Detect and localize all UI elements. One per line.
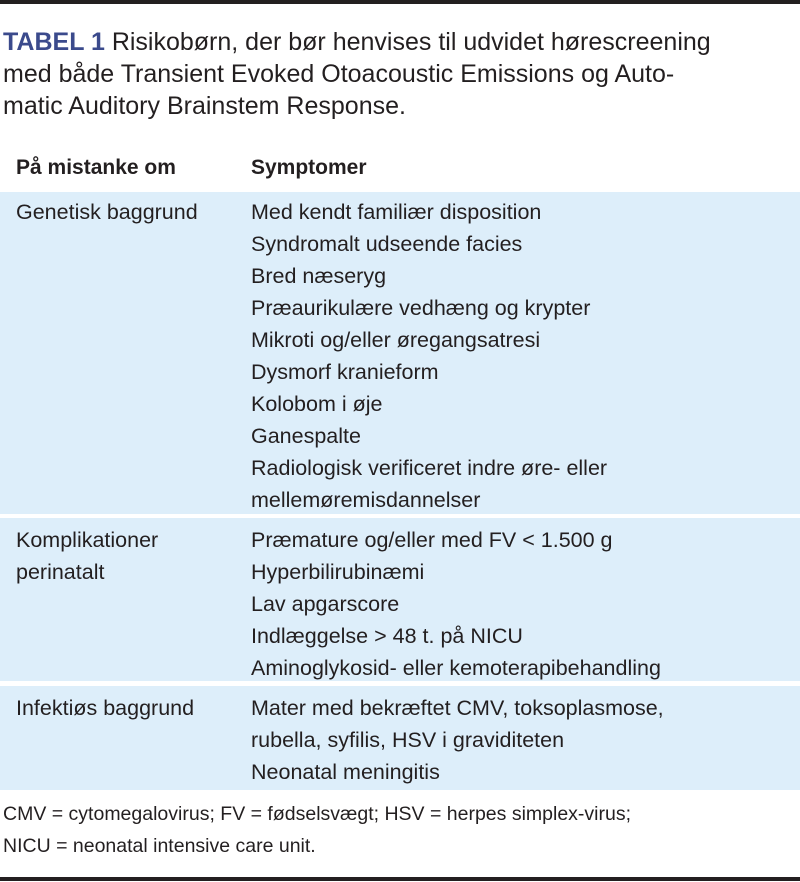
category-line: Komplikationer — [16, 528, 159, 552]
category-cell — [16, 692, 194, 724]
symptom-item: Med kendt familiær disposition — [251, 200, 542, 224]
symptoms-cell — [251, 524, 780, 684]
caption-line: matic Auditory Brainstem Response. — [3, 92, 406, 120]
symptom-item: Radiologisk verificeret indre øre- eller — [251, 456, 608, 480]
symptom-item: Neonatal meningitis — [251, 760, 440, 784]
symptoms-cell — [251, 196, 780, 516]
group-infectious — [0, 686, 800, 790]
symptom-item: Dysmorf kranieform — [251, 360, 439, 384]
top-rule — [0, 0, 800, 4]
header-symptoms: Symptomer — [251, 156, 367, 179]
table-footnote — [3, 798, 793, 862]
header-category: På mistanke om — [16, 156, 176, 179]
symptom-item: Præmature og/eller med FV < 1.500 g — [251, 528, 613, 552]
category-line: Infektiøs baggrund — [16, 696, 195, 720]
symptom-item: rubella, syfilis, HSV i graviditeten — [251, 728, 565, 752]
symptom-item: Aminoglykosid- eller kemoterapibehandling — [251, 656, 661, 680]
category-cell — [16, 196, 198, 228]
symptom-item: Bred næseryg — [251, 264, 387, 288]
symptom-item: Ganespalte — [251, 424, 361, 448]
bottom-rule — [0, 877, 800, 881]
category-cell — [16, 524, 158, 588]
symptom-item: Indlæggelse > 48 t. på NICU — [251, 624, 523, 648]
symptom-item: mellemøremisdannelser — [251, 488, 481, 512]
symptom-item: Mater med bekræftet CMV, toksoplasmose, — [251, 696, 664, 720]
symptom-item: Syndromalt udseende facies — [251, 232, 523, 256]
symptom-item: Hyperbilirubinæmi — [251, 560, 425, 584]
symptom-item: Præaurikulære vedhæng og krypter — [251, 296, 591, 320]
category-line: Genetisk baggrund — [16, 200, 198, 224]
category-line: perinatalt — [16, 560, 105, 584]
table-label: TABEL 1 — [3, 28, 105, 56]
symptom-item: Kolobom i øje — [251, 392, 383, 416]
symptoms-cell — [251, 692, 780, 788]
symptom-item: Mikroti og/eller øregangsatresi — [251, 328, 541, 352]
caption-line: med både Transient Evoked Otoacoustic Emissions og Auto- — [3, 60, 675, 88]
caption-text: Risikobørn, der bør henvises til udvidet hørescreening — [104, 28, 711, 56]
group-genetic — [0, 192, 800, 514]
footnote-line: NICU = neonatal intensive care unit. — [3, 835, 316, 857]
caption-line — [3, 26, 793, 58]
table-caption — [3, 26, 793, 122]
group-perinatal — [0, 518, 800, 681]
table-header — [0, 148, 800, 188]
footnote-line: CMV = cytomegalovirus; FV = fødselsvægt; HSV = herpes simplex-virus; — [3, 803, 631, 825]
symptom-item: Lav apgarscore — [251, 592, 400, 616]
